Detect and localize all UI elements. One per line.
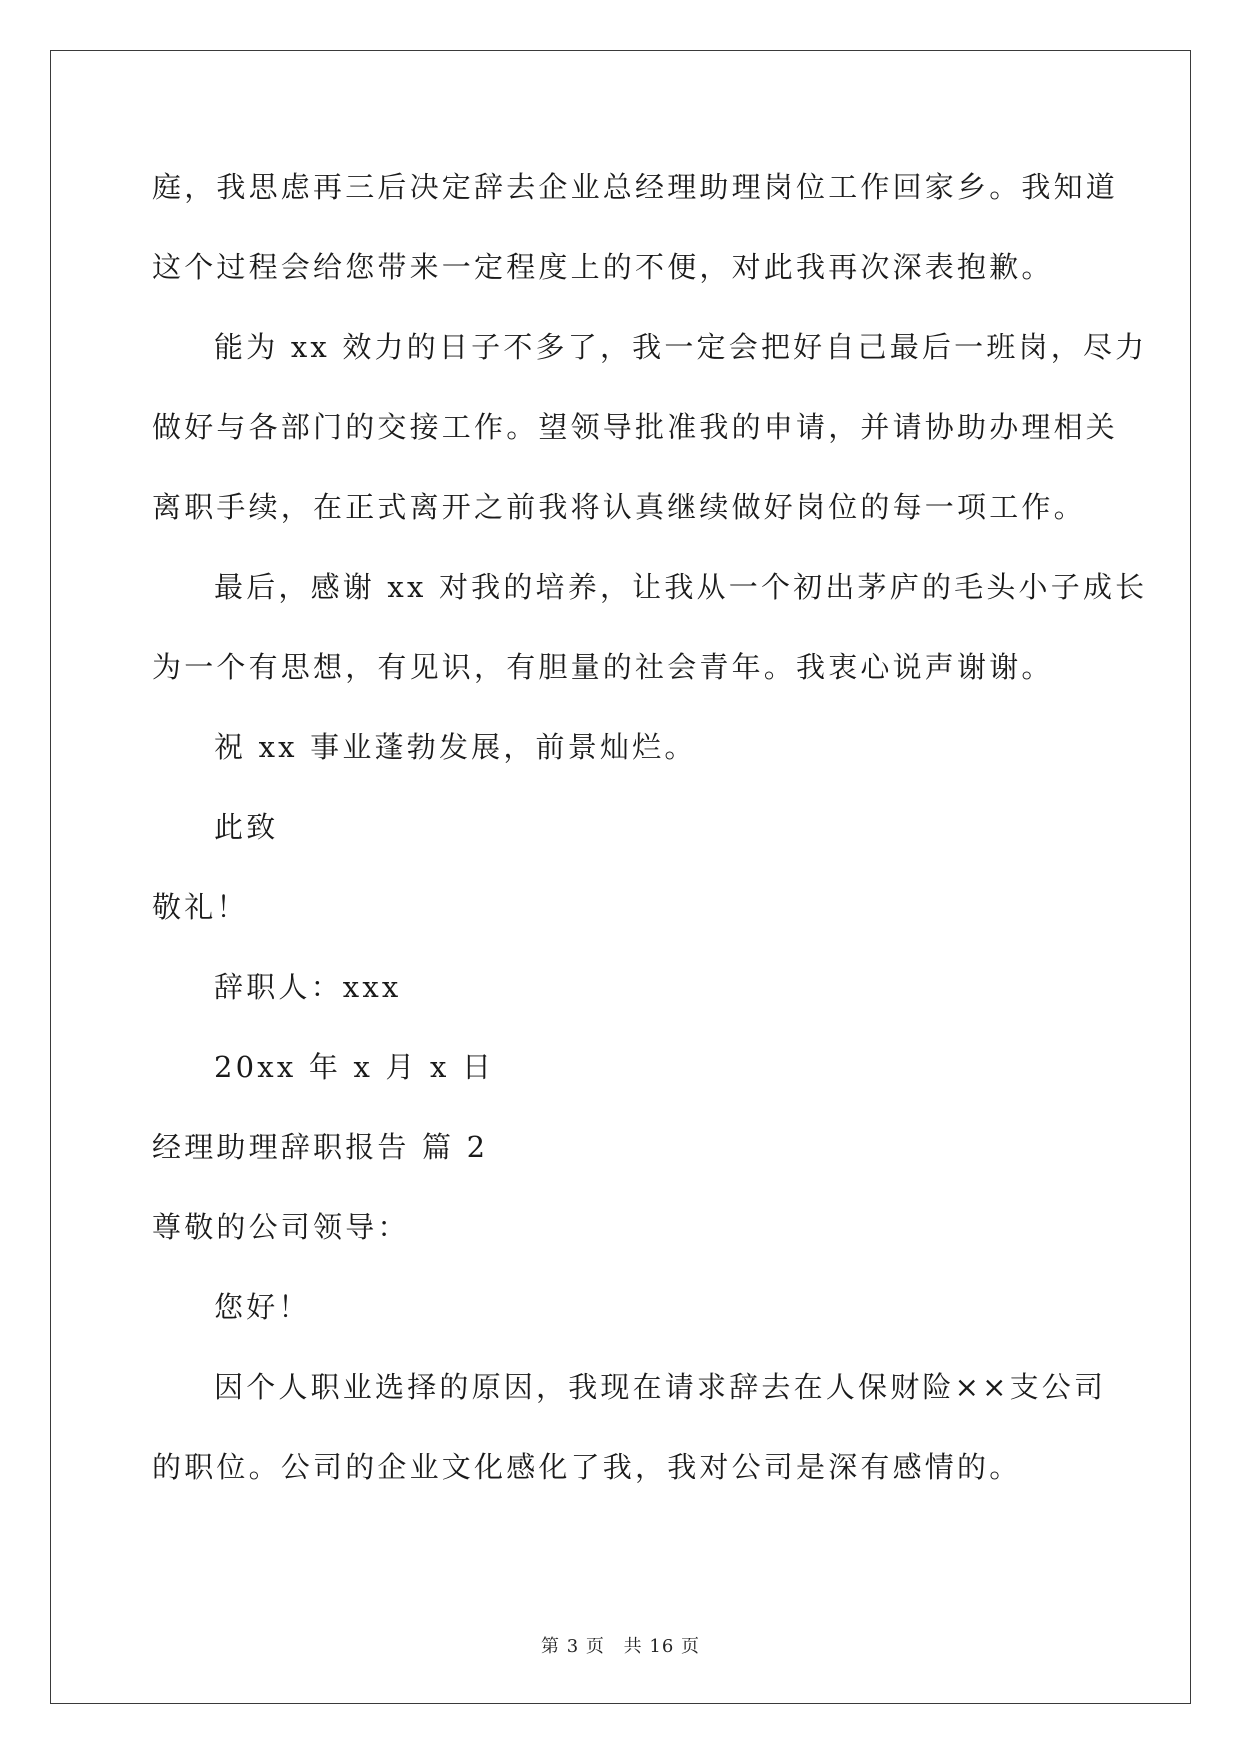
greeting-line: 您好！ bbox=[214, 1290, 311, 1324]
paragraph-line: 最后，感谢 xx 对我的培养，让我从一个初出茅庐的毛头小子成长 bbox=[214, 570, 1148, 604]
paragraph-line: 这个过程会给您带来一定程度上的不便，对此我再次深表抱歉。 bbox=[152, 250, 1054, 284]
paragraph-line: 庭，我思虑再三后决定辞去企业总经理助理岗位工作回家乡。我知道 bbox=[152, 170, 1119, 204]
signature-line: 辞职人：xxx bbox=[214, 970, 402, 1004]
page-total: 共 16 页 bbox=[623, 1636, 700, 1657]
paragraph-line: 能为 xx 效力的日子不多了，我一定会把好自己最后一班岗，尽力 bbox=[214, 330, 1148, 364]
paragraph-line: 做好与各部门的交接工作。望领导批准我的申请，并请协助办理相关 bbox=[152, 410, 1119, 444]
salutation-line: 敬礼！ bbox=[152, 890, 249, 924]
section-heading: 经理助理辞职报告 篇 2 bbox=[152, 1130, 489, 1164]
paragraph-line: 离职手续，在正式离开之前我将认真继续做好岗位的每一项工作。 bbox=[152, 490, 1086, 524]
paragraph-line: 为一个有思想，有见识，有胆量的社会青年。我衷心说声谢谢。 bbox=[152, 650, 1054, 684]
page-footer bbox=[0, 1632, 1241, 1658]
date-line: 20xx 年 x 月 x 日 bbox=[214, 1050, 495, 1084]
document-body bbox=[152, 165, 1148, 1525]
greeting-line: 尊敬的公司领导： bbox=[152, 1210, 410, 1244]
paragraph-line: 的职位。公司的企业文化感化了我，我对公司是深有感情的。 bbox=[152, 1450, 1022, 1484]
wish-line: 祝 xx 事业蓬勃发展，前景灿烂。 bbox=[214, 730, 697, 764]
paragraph-line: 因个人职业选择的原因，我现在请求辞去在人保财险××支公司 bbox=[214, 1370, 1107, 1404]
closing-line: 此致 bbox=[214, 810, 279, 844]
page-number: 第 3 页 bbox=[541, 1636, 605, 1657]
